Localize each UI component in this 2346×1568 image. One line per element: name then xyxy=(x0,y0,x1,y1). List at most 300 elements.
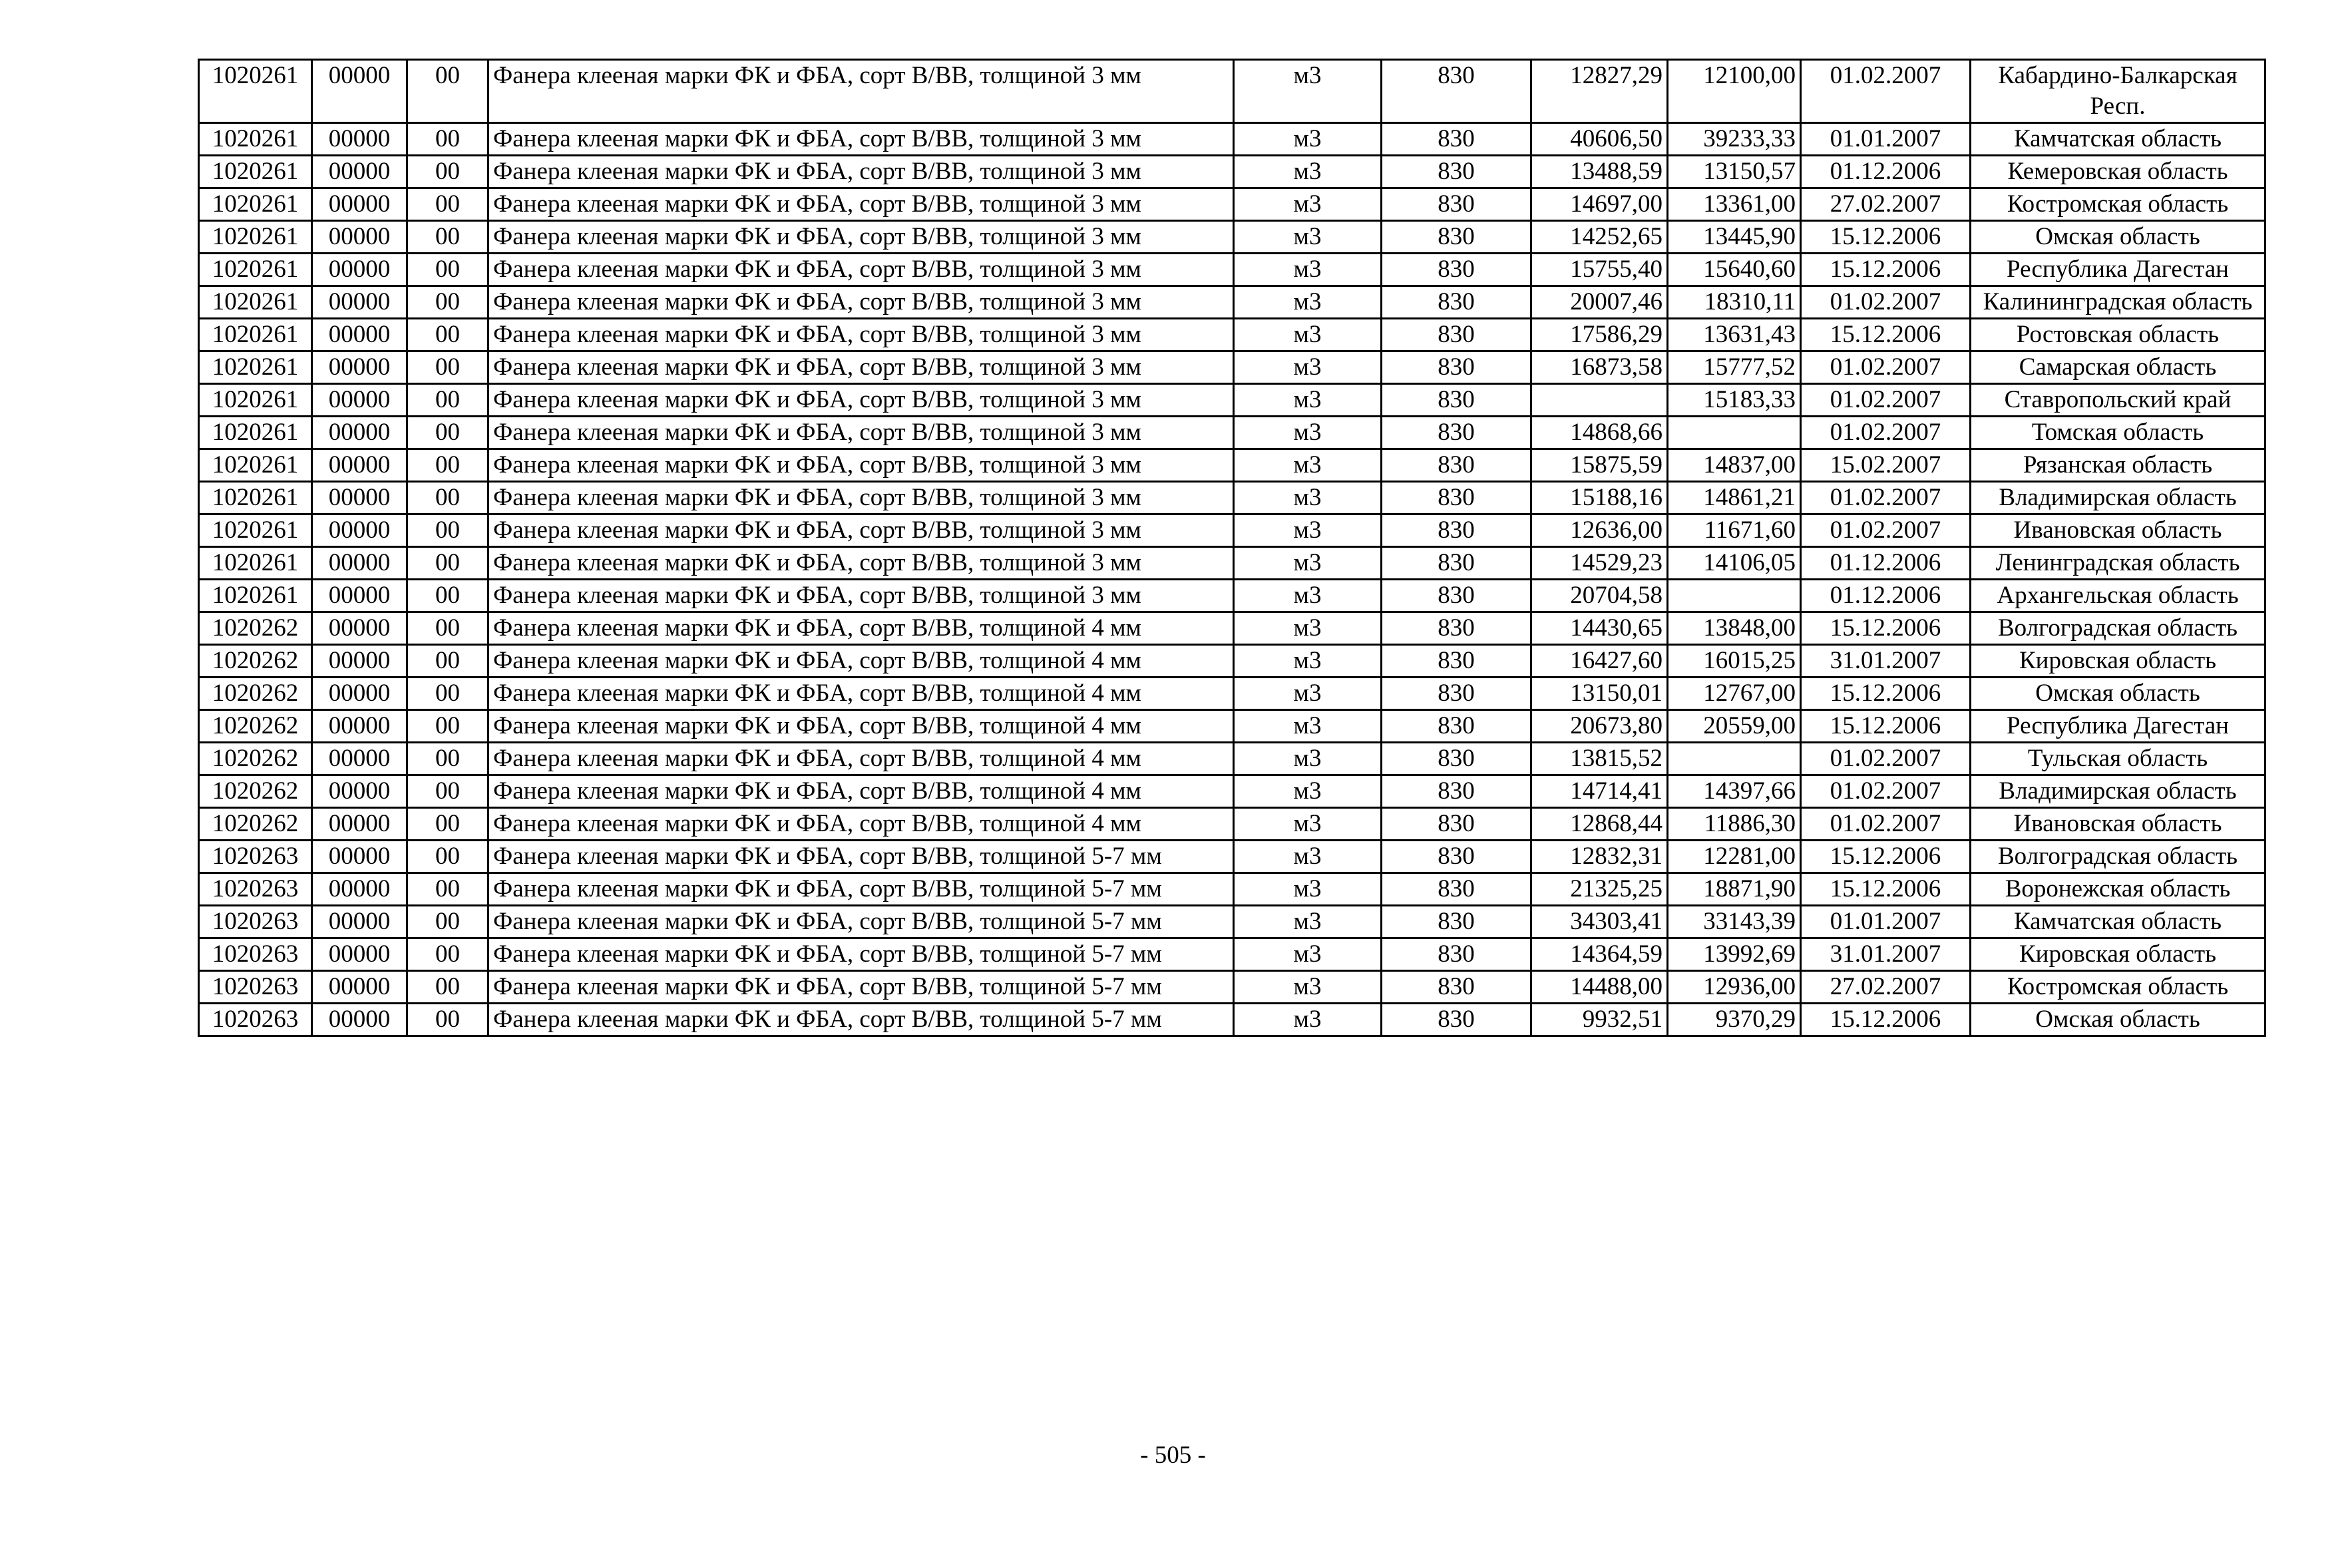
suffix-cell: 00 xyxy=(407,678,489,710)
region-cell: Владимирская область xyxy=(1971,482,2265,514)
date-cell: 31.01.2007 xyxy=(1801,645,1971,678)
suffix-cell: 00 xyxy=(407,971,489,1004)
price-1-cell: 14364,59 xyxy=(1531,938,1668,971)
price-2-cell: 13992,69 xyxy=(1668,938,1801,971)
unit-cell: м3 xyxy=(1234,351,1382,384)
date-cell: 01.02.2007 xyxy=(1801,60,1971,123)
table-row xyxy=(199,1004,2265,1036)
subcode-cell: 00000 xyxy=(312,645,407,678)
unit-code-cell: 830 xyxy=(1382,188,1531,221)
date-cell: 27.02.2007 xyxy=(1801,971,1971,1004)
price-1-cell: 13150,01 xyxy=(1531,678,1668,710)
suffix-cell: 00 xyxy=(407,221,489,254)
table-row xyxy=(199,580,2265,612)
region-cell: Кировская область xyxy=(1971,645,2265,678)
region-cell: Воронежская область xyxy=(1971,873,2265,906)
suffix-cell: 00 xyxy=(407,743,489,775)
region-cell: Камчатская область xyxy=(1971,123,2265,156)
price-1-cell: 17586,29 xyxy=(1531,319,1668,351)
product-name-cell: Фанера клееная марки ФК и ФБА, сорт В/ВВ, толщиной 4 мм xyxy=(489,612,1234,645)
table-row xyxy=(199,351,2265,384)
product-name-cell: Фанера клееная марки ФК и ФБА, сорт В/ВВ, толщиной 3 мм xyxy=(489,514,1234,547)
price-2-cell: 15640,60 xyxy=(1668,254,1801,286)
code-cell: 1020261 xyxy=(199,482,312,514)
date-cell: 15.12.2006 xyxy=(1801,678,1971,710)
unit-code-cell: 830 xyxy=(1382,417,1531,449)
product-name-cell: Фанера клееная марки ФК и ФБА, сорт В/ВВ, толщиной 5-7 мм xyxy=(489,906,1234,938)
table-row xyxy=(199,188,2265,221)
code-cell: 1020262 xyxy=(199,678,312,710)
price-1-cell: 20673,80 xyxy=(1531,710,1668,743)
unit-cell: м3 xyxy=(1234,612,1382,645)
unit-code-cell: 830 xyxy=(1382,580,1531,612)
date-cell: 15.12.2006 xyxy=(1801,612,1971,645)
date-cell: 01.02.2007 xyxy=(1801,286,1971,319)
price-1-cell: 14252,65 xyxy=(1531,221,1668,254)
code-cell: 1020261 xyxy=(199,319,312,351)
suffix-cell: 00 xyxy=(407,60,489,123)
suffix-cell: 00 xyxy=(407,449,489,482)
unit-cell: м3 xyxy=(1234,645,1382,678)
subcode-cell: 00000 xyxy=(312,775,407,808)
unit-code-cell: 830 xyxy=(1382,710,1531,743)
unit-cell: м3 xyxy=(1234,971,1382,1004)
product-name-cell: Фанера клееная марки ФК и ФБА, сорт В/ВВ, толщиной 3 мм xyxy=(489,384,1234,417)
price-2-cell: 11886,30 xyxy=(1668,808,1801,841)
unit-code-cell: 830 xyxy=(1382,384,1531,417)
date-cell: 01.12.2006 xyxy=(1801,547,1971,580)
unit-cell: м3 xyxy=(1234,873,1382,906)
table-row xyxy=(199,482,2265,514)
table-row xyxy=(199,221,2265,254)
unit-code-cell: 830 xyxy=(1382,938,1531,971)
subcode-cell: 00000 xyxy=(312,417,407,449)
suffix-cell: 00 xyxy=(407,580,489,612)
price-1-cell: 15755,40 xyxy=(1531,254,1668,286)
unit-cell: м3 xyxy=(1234,938,1382,971)
subcode-cell: 00000 xyxy=(312,1004,407,1036)
subcode-cell: 00000 xyxy=(312,514,407,547)
price-1-cell: 15188,16 xyxy=(1531,482,1668,514)
unit-code-cell: 830 xyxy=(1382,123,1531,156)
price-1-cell: 12827,29 xyxy=(1531,60,1668,123)
suffix-cell: 00 xyxy=(407,645,489,678)
code-cell: 1020261 xyxy=(199,60,312,123)
price-1-cell: 13488,59 xyxy=(1531,156,1668,188)
product-name-cell: Фанера клееная марки ФК и ФБА, сорт В/ВВ, толщиной 4 мм xyxy=(489,710,1234,743)
product-name-cell: Фанера клееная марки ФК и ФБА, сорт В/ВВ, толщиной 4 мм xyxy=(489,775,1234,808)
table-row xyxy=(199,547,2265,580)
price-2-cell: 14397,66 xyxy=(1668,775,1801,808)
region-cell: Владимирская область xyxy=(1971,775,2265,808)
price-2-cell: 11671,60 xyxy=(1668,514,1801,547)
unit-cell: м3 xyxy=(1234,384,1382,417)
code-cell: 1020261 xyxy=(199,449,312,482)
product-name-cell: Фанера клееная марки ФК и ФБА, сорт В/ВВ, толщиной 4 мм xyxy=(489,743,1234,775)
suffix-cell: 00 xyxy=(407,841,489,873)
unit-code-cell: 830 xyxy=(1382,906,1531,938)
subcode-cell: 00000 xyxy=(312,547,407,580)
date-cell: 01.02.2007 xyxy=(1801,482,1971,514)
code-cell: 1020261 xyxy=(199,547,312,580)
unit-cell: м3 xyxy=(1234,580,1382,612)
code-cell: 1020261 xyxy=(199,384,312,417)
date-cell: 01.02.2007 xyxy=(1801,514,1971,547)
code-cell: 1020263 xyxy=(199,873,312,906)
product-name-cell: Фанера клееная марки ФК и ФБА, сорт В/ВВ, толщиной 3 мм xyxy=(489,547,1234,580)
price-1-cell: 16427,60 xyxy=(1531,645,1668,678)
date-cell: 01.02.2007 xyxy=(1801,775,1971,808)
date-cell: 01.02.2007 xyxy=(1801,808,1971,841)
subcode-cell: 00000 xyxy=(312,710,407,743)
table-row xyxy=(199,710,2265,743)
suffix-cell: 00 xyxy=(407,547,489,580)
code-cell: 1020261 xyxy=(199,580,312,612)
region-cell: Рязанская область xyxy=(1971,449,2265,482)
price-1-cell: 15875,59 xyxy=(1531,449,1668,482)
unit-code-cell: 830 xyxy=(1382,286,1531,319)
code-cell: 1020261 xyxy=(199,351,312,384)
unit-cell: м3 xyxy=(1234,1004,1382,1036)
suffix-cell: 00 xyxy=(407,1004,489,1036)
unit-cell: м3 xyxy=(1234,808,1382,841)
code-cell: 1020263 xyxy=(199,1004,312,1036)
suffix-cell: 00 xyxy=(407,775,489,808)
code-cell: 1020261 xyxy=(199,156,312,188)
date-cell: 01.02.2007 xyxy=(1801,417,1971,449)
region-cell: Кемеровская область xyxy=(1971,156,2265,188)
table-row xyxy=(199,612,2265,645)
suffix-cell: 00 xyxy=(407,351,489,384)
region-cell: Ростовская область xyxy=(1971,319,2265,351)
subcode-cell: 00000 xyxy=(312,60,407,123)
unit-code-cell: 830 xyxy=(1382,971,1531,1004)
unit-cell: м3 xyxy=(1234,123,1382,156)
product-name-cell: Фанера клееная марки ФК и ФБА, сорт В/ВВ, толщиной 3 мм xyxy=(489,221,1234,254)
product-name-cell: Фанера клееная марки ФК и ФБА, сорт В/ВВ, толщиной 3 мм xyxy=(489,319,1234,351)
code-cell: 1020262 xyxy=(199,808,312,841)
product-name-cell: Фанера клееная марки ФК и ФБА, сорт В/ВВ, толщиной 4 мм xyxy=(489,645,1234,678)
table-row xyxy=(199,775,2265,808)
unit-cell: м3 xyxy=(1234,60,1382,123)
date-cell: 01.12.2006 xyxy=(1801,580,1971,612)
unit-code-cell: 830 xyxy=(1382,743,1531,775)
subcode-cell: 00000 xyxy=(312,351,407,384)
date-cell: 01.01.2007 xyxy=(1801,123,1971,156)
suffix-cell: 00 xyxy=(407,286,489,319)
suffix-cell: 00 xyxy=(407,612,489,645)
code-cell: 1020261 xyxy=(199,123,312,156)
unit-cell: м3 xyxy=(1234,514,1382,547)
product-name-cell: Фанера клееная марки ФК и ФБА, сорт В/ВВ, толщиной 5-7 мм xyxy=(489,971,1234,1004)
subcode-cell: 00000 xyxy=(312,156,407,188)
unit-code-cell: 830 xyxy=(1382,775,1531,808)
price-1-cell: 14488,00 xyxy=(1531,971,1668,1004)
price-2-cell: 12767,00 xyxy=(1668,678,1801,710)
table-row xyxy=(199,514,2265,547)
unit-cell: м3 xyxy=(1234,221,1382,254)
code-cell: 1020261 xyxy=(199,254,312,286)
unit-cell: м3 xyxy=(1234,417,1382,449)
price-2-cell: 12281,00 xyxy=(1668,841,1801,873)
code-cell: 1020261 xyxy=(199,286,312,319)
price-1-cell: 20704,58 xyxy=(1531,580,1668,612)
price-1-cell: 13815,52 xyxy=(1531,743,1668,775)
product-name-cell: Фанера клееная марки ФК и ФБА, сорт В/ВВ, толщиной 3 мм xyxy=(489,286,1234,319)
subcode-cell: 00000 xyxy=(312,482,407,514)
unit-cell: м3 xyxy=(1234,254,1382,286)
price-2-cell: 12100,00 xyxy=(1668,60,1801,123)
price-2-cell: 12936,00 xyxy=(1668,971,1801,1004)
suffix-cell: 00 xyxy=(407,319,489,351)
subcode-cell: 00000 xyxy=(312,384,407,417)
product-name-cell: Фанера клееная марки ФК и ФБА, сорт В/ВВ, толщиной 3 мм xyxy=(489,188,1234,221)
unit-code-cell: 830 xyxy=(1382,60,1531,123)
unit-code-cell: 830 xyxy=(1382,319,1531,351)
suffix-cell: 00 xyxy=(407,514,489,547)
price-2-cell: 13631,43 xyxy=(1668,319,1801,351)
region-cell: Волгоградская область xyxy=(1971,612,2265,645)
date-cell: 15.12.2006 xyxy=(1801,319,1971,351)
region-cell: Ставропольский край xyxy=(1971,384,2265,417)
price-2-cell: 16015,25 xyxy=(1668,645,1801,678)
price-2-cell xyxy=(1668,743,1801,775)
code-cell: 1020263 xyxy=(199,938,312,971)
price-2-cell: 9370,29 xyxy=(1668,1004,1801,1036)
region-cell: Волгоградская область xyxy=(1971,841,2265,873)
product-name-cell: Фанера клееная марки ФК и ФБА, сорт В/ВВ, толщиной 4 мм xyxy=(489,678,1234,710)
subcode-cell: 00000 xyxy=(312,221,407,254)
unit-cell: м3 xyxy=(1234,775,1382,808)
price-2-cell: 15183,33 xyxy=(1668,384,1801,417)
suffix-cell: 00 xyxy=(407,906,489,938)
suffix-cell: 00 xyxy=(407,873,489,906)
region-cell: Ивановская область xyxy=(1971,808,2265,841)
price-table xyxy=(198,59,2266,1037)
product-name-cell: Фанера клееная марки ФК и ФБА, сорт В/ВВ, толщиной 3 мм xyxy=(489,254,1234,286)
price-2-cell: 33143,39 xyxy=(1668,906,1801,938)
subcode-cell: 00000 xyxy=(312,906,407,938)
date-cell: 27.02.2007 xyxy=(1801,188,1971,221)
price-1-cell: 20007,46 xyxy=(1531,286,1668,319)
code-cell: 1020263 xyxy=(199,906,312,938)
unit-cell: м3 xyxy=(1234,482,1382,514)
unit-code-cell: 830 xyxy=(1382,351,1531,384)
price-2-cell: 13150,57 xyxy=(1668,156,1801,188)
unit-cell: м3 xyxy=(1234,286,1382,319)
suffix-cell: 00 xyxy=(407,808,489,841)
unit-code-cell: 830 xyxy=(1382,645,1531,678)
subcode-cell: 00000 xyxy=(312,678,407,710)
subcode-cell: 00000 xyxy=(312,743,407,775)
price-2-cell: 14861,21 xyxy=(1668,482,1801,514)
table-row xyxy=(199,123,2265,156)
subcode-cell: 00000 xyxy=(312,188,407,221)
date-cell: 01.02.2007 xyxy=(1801,384,1971,417)
date-cell: 15.12.2006 xyxy=(1801,873,1971,906)
price-2-cell: 39233,33 xyxy=(1668,123,1801,156)
code-cell: 1020262 xyxy=(199,743,312,775)
region-cell: Кировская область xyxy=(1971,938,2265,971)
code-cell: 1020263 xyxy=(199,971,312,1004)
table-row xyxy=(199,873,2265,906)
product-name-cell: Фанера клееная марки ФК и ФБА, сорт В/ВВ, толщиной 3 мм xyxy=(489,482,1234,514)
product-name-cell: Фанера клееная марки ФК и ФБА, сорт В/ВВ, толщиной 5-7 мм xyxy=(489,938,1234,971)
suffix-cell: 00 xyxy=(407,384,489,417)
region-cell: Кабардино-Балкарская Респ. xyxy=(1971,60,2265,123)
code-cell: 1020261 xyxy=(199,188,312,221)
price-1-cell: 40606,50 xyxy=(1531,123,1668,156)
unit-code-cell: 830 xyxy=(1382,1004,1531,1036)
product-name-cell: Фанера клееная марки ФК и ФБА, сорт В/ВВ, толщиной 3 мм xyxy=(489,449,1234,482)
price-2-cell: 15777,52 xyxy=(1668,351,1801,384)
price-2-cell: 20559,00 xyxy=(1668,710,1801,743)
table-row xyxy=(199,254,2265,286)
code-cell: 1020262 xyxy=(199,612,312,645)
subcode-cell: 00000 xyxy=(312,841,407,873)
price-2-cell: 14106,05 xyxy=(1668,547,1801,580)
suffix-cell: 00 xyxy=(407,710,489,743)
region-cell: Костромская область xyxy=(1971,971,2265,1004)
date-cell: 15.12.2006 xyxy=(1801,841,1971,873)
subcode-cell: 00000 xyxy=(312,254,407,286)
product-name-cell: Фанера клееная марки ФК и ФБА, сорт В/ВВ, толщиной 3 мм xyxy=(489,156,1234,188)
product-name-cell: Фанера клееная марки ФК и ФБА, сорт В/ВВ, толщиной 4 мм xyxy=(489,808,1234,841)
region-cell: Омская область xyxy=(1971,1004,2265,1036)
table-row xyxy=(199,808,2265,841)
price-2-cell: 13361,00 xyxy=(1668,188,1801,221)
region-cell: Калининградская область xyxy=(1971,286,2265,319)
price-2-cell xyxy=(1668,417,1801,449)
region-cell: Омская область xyxy=(1971,221,2265,254)
date-cell: 15.12.2006 xyxy=(1801,1004,1971,1036)
code-cell: 1020262 xyxy=(199,775,312,808)
price-2-cell: 18871,90 xyxy=(1668,873,1801,906)
product-name-cell: Фанера клееная марки ФК и ФБА, сорт В/ВВ, толщиной 3 мм xyxy=(489,417,1234,449)
table-row xyxy=(199,906,2265,938)
table-body xyxy=(199,60,2265,1036)
unit-cell: м3 xyxy=(1234,678,1382,710)
suffix-cell: 00 xyxy=(407,938,489,971)
unit-cell: м3 xyxy=(1234,906,1382,938)
subcode-cell: 00000 xyxy=(312,938,407,971)
code-cell: 1020262 xyxy=(199,710,312,743)
page-number: - 505 - xyxy=(1140,1442,1206,1469)
date-cell: 15.12.2006 xyxy=(1801,710,1971,743)
product-name-cell: Фанера клееная марки ФК и ФБА, сорт В/ВВ, толщиной 5-7 мм xyxy=(489,873,1234,906)
date-cell: 15.12.2006 xyxy=(1801,254,1971,286)
region-cell: Камчатская область xyxy=(1971,906,2265,938)
price-1-cell: 12868,44 xyxy=(1531,808,1668,841)
subcode-cell: 00000 xyxy=(312,123,407,156)
subcode-cell: 00000 xyxy=(312,873,407,906)
unit-code-cell: 830 xyxy=(1382,808,1531,841)
unit-cell: м3 xyxy=(1234,743,1382,775)
table-row xyxy=(199,841,2265,873)
unit-code-cell: 830 xyxy=(1382,221,1531,254)
price-1-cell: 14529,23 xyxy=(1531,547,1668,580)
unit-cell: м3 xyxy=(1234,547,1382,580)
table-row xyxy=(199,156,2265,188)
table-row xyxy=(199,60,2265,123)
region-cell: Ивановская область xyxy=(1971,514,2265,547)
suffix-cell: 00 xyxy=(407,156,489,188)
region-cell: Республика Дагестан xyxy=(1971,710,2265,743)
price-1-cell: 9932,51 xyxy=(1531,1004,1668,1036)
product-name-cell: Фанера клееная марки ФК и ФБА, сорт В/ВВ, толщиной 3 мм xyxy=(489,60,1234,123)
suffix-cell: 00 xyxy=(407,254,489,286)
region-cell: Республика Дагестан xyxy=(1971,254,2265,286)
table-row xyxy=(199,286,2265,319)
price-1-cell: 14697,00 xyxy=(1531,188,1668,221)
unit-code-cell: 830 xyxy=(1382,514,1531,547)
suffix-cell: 00 xyxy=(407,482,489,514)
code-cell: 1020263 xyxy=(199,841,312,873)
price-1-cell: 16873,58 xyxy=(1531,351,1668,384)
table-row xyxy=(199,645,2265,678)
price-1-cell: 21325,25 xyxy=(1531,873,1668,906)
subcode-cell: 00000 xyxy=(312,580,407,612)
subcode-cell: 00000 xyxy=(312,808,407,841)
region-cell: Омская область xyxy=(1971,678,2265,710)
region-cell: Ленинградская область xyxy=(1971,547,2265,580)
product-name-cell: Фанера клееная марки ФК и ФБА, сорт В/ВВ, толщиной 3 мм xyxy=(489,580,1234,612)
unit-code-cell: 830 xyxy=(1382,678,1531,710)
region-cell: Тульская область xyxy=(1971,743,2265,775)
unit-code-cell: 830 xyxy=(1382,841,1531,873)
date-cell: 31.01.2007 xyxy=(1801,938,1971,971)
unit-cell: м3 xyxy=(1234,449,1382,482)
unit-cell: м3 xyxy=(1234,319,1382,351)
table-row xyxy=(199,417,2265,449)
price-2-cell: 13848,00 xyxy=(1668,612,1801,645)
subcode-cell: 00000 xyxy=(312,319,407,351)
subcode-cell: 00000 xyxy=(312,449,407,482)
price-1-cell: 34303,41 xyxy=(1531,906,1668,938)
region-cell: Костромская область xyxy=(1971,188,2265,221)
price-1-cell: 12636,00 xyxy=(1531,514,1668,547)
unit-code-cell: 830 xyxy=(1382,156,1531,188)
price-2-cell: 14837,00 xyxy=(1668,449,1801,482)
table-row xyxy=(199,938,2265,971)
price-1-cell: 14868,66 xyxy=(1531,417,1668,449)
code-cell: 1020261 xyxy=(199,514,312,547)
unit-cell: м3 xyxy=(1234,841,1382,873)
date-cell: 01.01.2007 xyxy=(1801,906,1971,938)
product-name-cell: Фанера клееная марки ФК и ФБА, сорт В/ВВ, толщиной 5-7 мм xyxy=(489,841,1234,873)
price-2-cell xyxy=(1668,580,1801,612)
unit-cell: м3 xyxy=(1234,188,1382,221)
unit-code-cell: 830 xyxy=(1382,873,1531,906)
price-2-cell: 18310,11 xyxy=(1668,286,1801,319)
subcode-cell: 00000 xyxy=(312,971,407,1004)
table-row xyxy=(199,384,2265,417)
unit-code-cell: 830 xyxy=(1382,254,1531,286)
region-cell: Самарская область xyxy=(1971,351,2265,384)
subcode-cell: 00000 xyxy=(312,612,407,645)
unit-code-cell: 830 xyxy=(1382,612,1531,645)
table-row xyxy=(199,319,2265,351)
region-cell: Архангельская область xyxy=(1971,580,2265,612)
date-cell: 01.12.2006 xyxy=(1801,156,1971,188)
date-cell: 15.12.2006 xyxy=(1801,221,1971,254)
date-cell: 01.02.2007 xyxy=(1801,351,1971,384)
unit-code-cell: 830 xyxy=(1382,482,1531,514)
unit-cell: м3 xyxy=(1234,710,1382,743)
date-cell: 15.02.2007 xyxy=(1801,449,1971,482)
product-name-cell: Фанера клееная марки ФК и ФБА, сорт В/ВВ, толщиной 3 мм xyxy=(489,351,1234,384)
suffix-cell: 00 xyxy=(407,417,489,449)
